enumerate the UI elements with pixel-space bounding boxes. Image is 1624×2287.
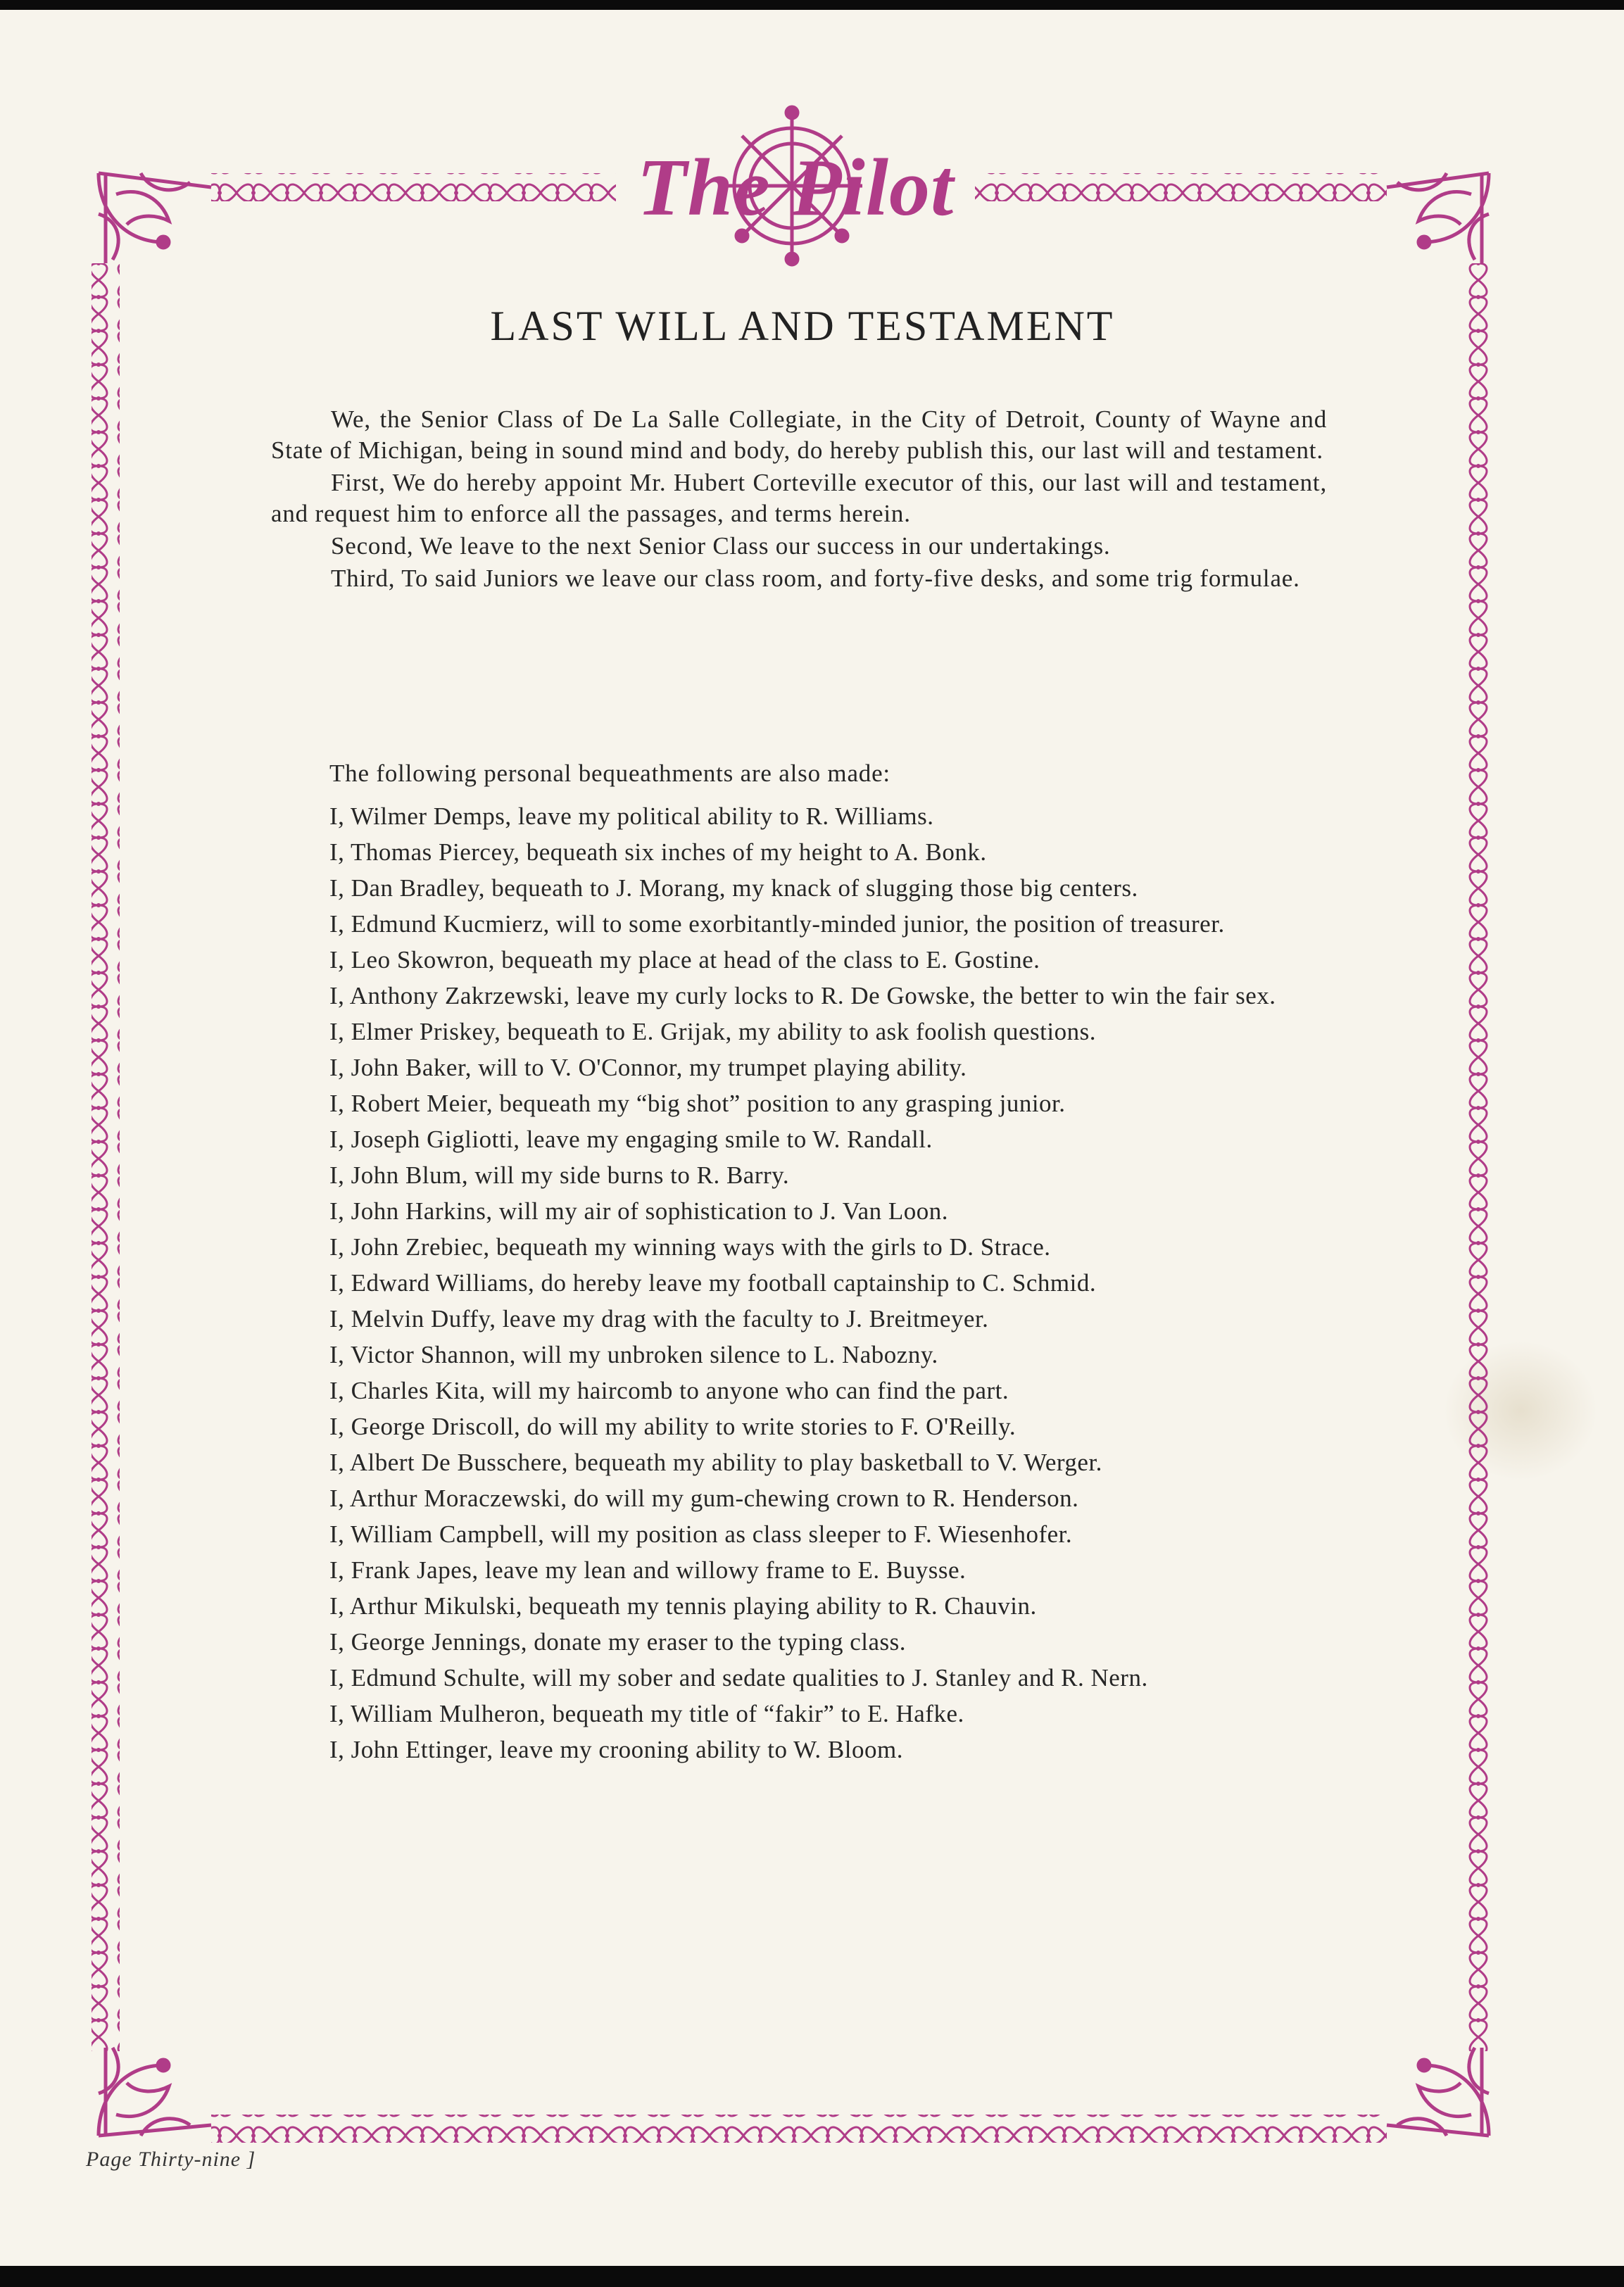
bequest-item: I, Anthony Zakrzewski, leave my curly locks to R. De Gowske, the better to win the fair sex. [329,982,1276,1009]
bequest-item: I, Victor Shannon, will my unbroken silence to L. Nabozny. [329,1341,938,1368]
border-right [1468,263,1496,2051]
border-top-right [975,173,1387,201]
bequest-item: I, John Blum, will my side burns to R. Barry. [329,1161,790,1189]
bequest-item: I, John Harkins, will my air of sophistication to J. Van Loon. [329,1197,949,1225]
bequest-item: I, John Zrebiec, bequeath my winning ways with the girls to D. Strace. [329,1233,1051,1261]
bequest-item: I, William Mulheron, bequeath my title of “fakir” to E. Hafke. [329,1700,964,1727]
bequest-item: I, Edward Williams, do hereby leave my football captainship to C. Schmid. [329,1269,1097,1297]
intro-paragraph: Third, To said Juniors we leave our class room, and forty-five desks, and some trig formulae. [331,565,1300,592]
bequest-item: I, Frank Japes, leave my lean and willowy frame to E. Buysse. [329,1556,967,1584]
yearbook-page [0,10,1624,2266]
bequest-item: I, Wilmer Demps, leave my political ability to R. Williams. [329,802,934,830]
bequest-item: I, John Ettinger, leave my crooning ability to W. Bloom. [329,1736,903,1763]
bequest-item: I, Arthur Moraczewski, do will my gum-chewing crown to R. Henderson. [329,1485,1079,1512]
logo-text: The Pilot [636,143,955,233]
bequest-item: I, John Baker, will to V. O'Connor, my trumpet playing ability. [329,1054,967,1081]
bequest-item: I, Robert Meier, bequeath my “big shot” position to any grasping junior. [329,1090,1066,1117]
bequest-item: I, George Driscoll, do will my ability to write stories to F. O'Reilly. [329,1413,1016,1440]
bequest-item: I, Elmer Priskey, bequeath to E. Grijak, my ability to ask foolish questions. [329,1018,1096,1045]
corner-top-right [1387,173,1489,263]
bequest-item: I, Thomas Piercey, bequeath six inches of my height to A. Bonk. [329,838,987,866]
bequest-item: I, Leo Skowron, bequeath my place at head of the class to E. Gostine. [329,946,1040,974]
border-top-left [211,173,616,201]
page-number: Page Thirty-nine ] [86,2148,256,2171]
bequest-item: I, Arthur Mikulski, bequeath my tennis playing ability to R. Chauvin. [329,1592,1037,1620]
bequest-item: I, George Jennings, donate my eraser to the typing class. [329,1628,907,1656]
bequest-item: I, Dan Bradley, bequeath to J. Morang, my knack of slugging those big centers. [329,874,1138,902]
intro-paragraphs [271,404,1327,596]
intro-paragraph: First, We do hereby appoint Mr. Hubert Corteville executor of this, our last will and testament, and request him to enforce all the passages, and terms herein. [271,469,1327,527]
bequest-item: I, Charles Kita, will my haircomb to anyone who can find the part. [329,1377,1009,1404]
border-left [92,263,120,2051]
intro-paragraph: We, the Senior Class of De La Salle Collegiate, in the City of Detroit, County of Wayne and State of Michigan, being in sound mind and body, do hereby publish this, our last will and testament. [271,405,1327,464]
bequests-list [329,802,1329,1764]
the-pilot-logo [619,130,971,249]
page-title: LAST WILL AND TESTAMENT [490,303,1115,349]
bequest-item: I, Albert De Busschere, bequeath my ability to play basketball to V. Werger. [329,1449,1102,1476]
bequest-item: I, Melvin Duffy, leave my drag with the faculty to J. Breitmeyer. [329,1305,989,1332]
corner-bottom-right [1387,2048,1489,2136]
bequests-heading: The following personal bequeathments are also made: [329,760,890,787]
bequests-section [329,758,1329,1771]
border-bottom [211,2115,1387,2143]
corner-bottom-left [99,2048,211,2136]
bequest-item: I, Edmund Schulte, will my sober and sedate qualities to J. Stanley and R. Nern. [329,1664,1148,1691]
corner-top-left [99,173,211,263]
bequest-item: I, Joseph Gigliotti, leave my engaging smile to W. Randall. [329,1126,933,1153]
bequest-item: I, William Campbell, will my position as class sleeper to F. Wiesenhofer. [329,1520,1073,1548]
bequest-item: I, Edmund Kucmierz, will to some exorbitantly-minded junior, the position of treasurer. [329,910,1225,938]
intro-paragraph: Second, We leave to the next Senior Class our success in our undertakings. [331,532,1111,560]
